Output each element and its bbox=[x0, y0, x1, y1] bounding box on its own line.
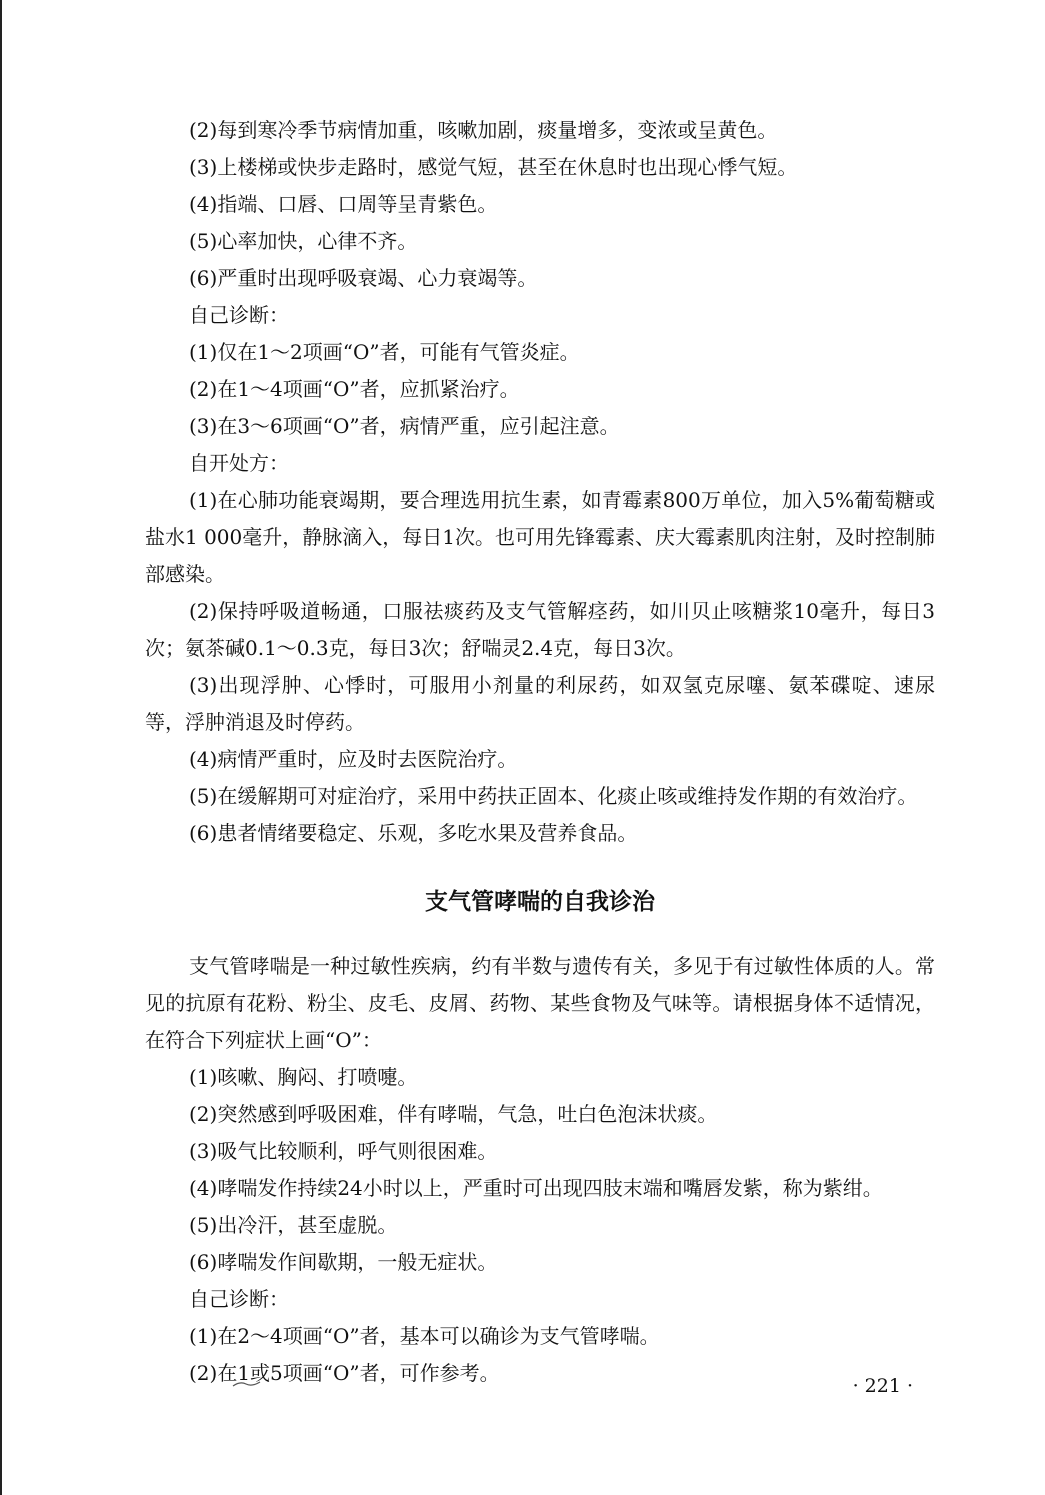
symptom-line: (2)每到寒冷季节病情加重，咳嗽加剧，痰量增多，变浓或呈黄色。 bbox=[189, 118, 778, 142]
prescription-paragraph: (2)保持呼吸道畅通，口服祛痰药及支气管解痉药，如川贝止咳糖浆10毫升，每日3次；氨茶碱0.1～0.3克，每日3次；舒喘灵2.4克，每日3次。 bbox=[145, 599, 935, 660]
symptom-line: (1)咳嗽、胸闷、打喷嚏。 bbox=[189, 1065, 418, 1089]
diagnosis-line: (2)在1～4项画“O”者，应抓紧治疗。 bbox=[189, 377, 520, 401]
symptom-line: (5)心率加快，心律不齐。 bbox=[189, 229, 418, 253]
page-edge-line bbox=[0, 0, 2, 1495]
symptom-line: (5)出冷汗，甚至虚脱。 bbox=[189, 1213, 398, 1237]
diagnosis-line: (3)在3～6项画“O”者，病情严重，应引起注意。 bbox=[189, 414, 620, 438]
page-number: · 221 · bbox=[852, 1375, 913, 1397]
page-body bbox=[145, 112, 935, 1392]
diagnosis-line: (1)在2～4项画“O”者，基本可以确诊为支气管哮喘。 bbox=[189, 1324, 660, 1348]
prescription-paragraph: (5)在缓解期可对症治疗，采用中药扶正固本、化痰止咳或维持发作期的有效治疗。 bbox=[189, 784, 918, 808]
diagnosis-heading: 自己诊断： bbox=[189, 1287, 289, 1311]
symptom-line: (2)突然感到呼吸困难，伴有哮喘，气急，吐白色泡沫状痰。 bbox=[189, 1102, 718, 1126]
symptom-line: (3)吸气比较顺利，呼气则很困难。 bbox=[189, 1139, 498, 1163]
diagnosis-heading: 自己诊断： bbox=[189, 303, 289, 327]
symptom-line: (4)哮喘发作持续24小时以上，严重时可出现四肢末端和嘴唇发紫，称为紫绀。 bbox=[189, 1176, 883, 1200]
symptom-line: (6)严重时出现呼吸衰竭、心力衰竭等。 bbox=[189, 266, 538, 290]
symptom-line: (3)上楼梯或快步走路时，感觉气短，甚至在休息时也出现心悸气短。 bbox=[189, 155, 798, 179]
diagnosis-line: (1)仅在1～2项画“O”者，可能有气管炎症。 bbox=[189, 340, 580, 364]
prescription-paragraph: (3)出现浮肿、心悸时，可服用小剂量的利尿药，如双氢克尿噻、氨苯碟啶、速尿等，浮肿消退及时停药。 bbox=[145, 673, 935, 734]
prescription-paragraph: (6)患者情绪要稳定、乐观，多吃水果及营养食品。 bbox=[189, 821, 638, 845]
intro-paragraph: 支气管哮喘是一种过敏性疾病，约有半数与遗传有关，多见于有过敏性体质的人。常见的抗原有花粉、粉尘、皮毛、皮屑、药物、某些食物及气味等。请根据身体不适情况，在符合下列症状上画“O”： bbox=[145, 954, 935, 1052]
ink-mark-icon bbox=[232, 1379, 262, 1389]
diagnosis-line: (2)在1或5项画“O”者，可作参考。 bbox=[189, 1361, 500, 1385]
prescription-paragraph: (1)在心肺功能衰竭期，要合理选用抗生素，如青霉素800万单位，加入5%葡萄糖或盐水1 000毫升，静脉滴入，每日1次。也可用先锋霉素、庆大霉素肌肉注射，及时控制肺部感染。 bbox=[145, 488, 935, 586]
page-footer bbox=[0, 1375, 1045, 1405]
prescription-paragraph: (4)病情严重时，应及时去医院治疗。 bbox=[189, 747, 518, 771]
prescription-heading: 自开处方： bbox=[189, 451, 289, 475]
symptom-line: (6)哮喘发作间歇期，一般无症状。 bbox=[189, 1250, 498, 1274]
symptom-line: (4)指端、口唇、口周等呈青紫色。 bbox=[189, 192, 498, 216]
section-title: 支气管哮喘的自我诊治 bbox=[425, 889, 655, 915]
